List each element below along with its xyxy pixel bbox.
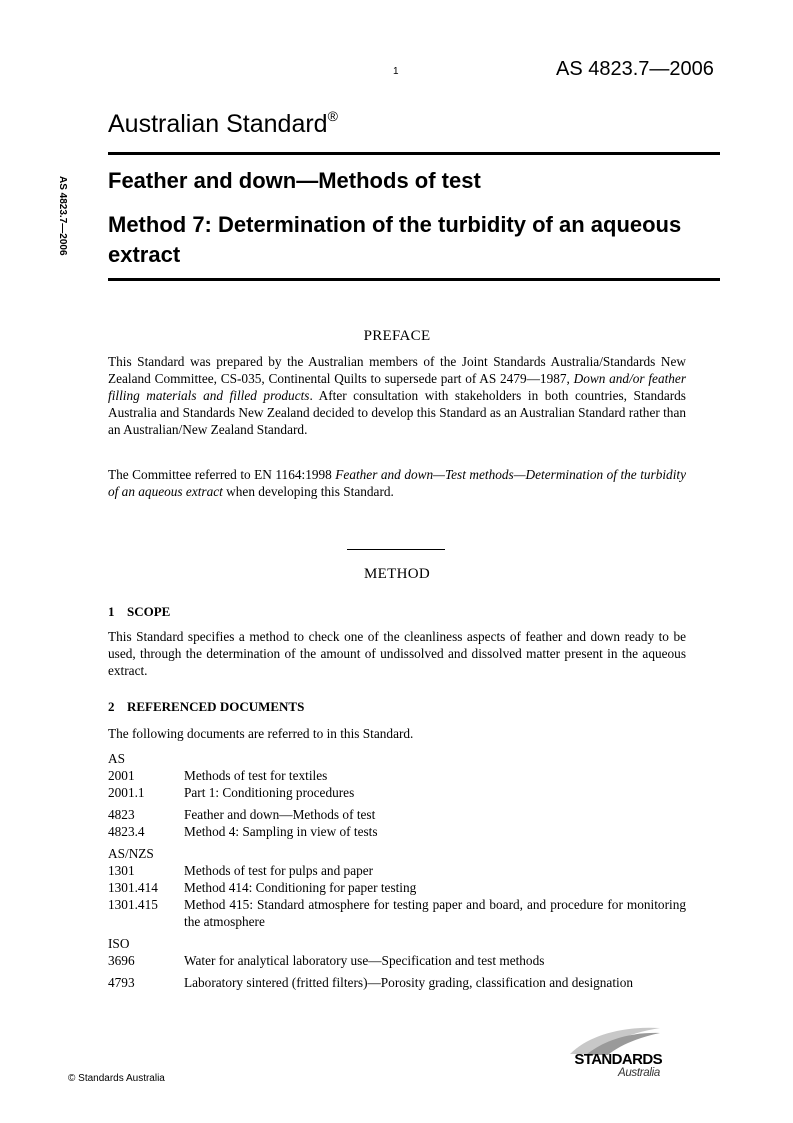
registered-mark: ® — [327, 108, 338, 124]
page-number: 1 — [393, 66, 399, 77]
method-heading: METHOD — [364, 566, 430, 582]
ref-code: 1301.414 — [108, 880, 158, 895]
ref-row — [108, 974, 686, 991]
ref-row — [108, 784, 686, 801]
ref-code: 4823 — [108, 807, 135, 822]
preface-p1-end: . After consultation with stakeholders in both countries, Standards Australia and Standards New Zealand decided to develop this Standard as an Australian Standard rather than an Australian/New Zealand Standard. — [108, 388, 686, 437]
ref-title: Method 4: Sampling in view of tests — [184, 824, 378, 839]
references-list — [108, 750, 686, 996]
section-2-number: 2 — [108, 699, 115, 714]
ref-code: 1301.415 — [108, 897, 158, 912]
ref-row — [108, 896, 686, 930]
ref-group-iso-b — [108, 974, 686, 991]
section-1-heading — [108, 604, 170, 620]
ref-title: Method 414: Conditioning for paper testing — [184, 880, 417, 895]
ref-group-as-a — [108, 767, 686, 801]
preface-p2-italic: Feather and down—Test methods—Determination of the turbidity of an aqueous extract — [108, 467, 686, 499]
preface-heading: PREFACE — [363, 328, 431, 344]
preface-p1-text: This Standard was prepared by the Australian members of the Joint Standards Australia/Standards New Zealand Committee, CS-035, Continental Quilts to supersede part of AS 2479—1987, — [108, 354, 686, 386]
series-title: Feather and down—Methods of test — [108, 168, 481, 193]
ref-group-label-as: AS — [108, 751, 125, 766]
side-document-id: AS 4823.7—2006 — [57, 176, 68, 256]
ref-title: Methods of test for textiles — [184, 768, 328, 783]
ref-title: Part 1: Conditioning procedures — [184, 785, 355, 800]
ref-code: 2001.1 — [108, 785, 145, 800]
standards-australia-logo — [556, 1024, 664, 1086]
ref-row — [108, 879, 686, 896]
ref-row — [108, 823, 686, 840]
section-2-title: REFERENCED DOCUMENTS — [127, 699, 305, 714]
standard-title — [108, 110, 338, 139]
ref-row — [108, 952, 686, 969]
ref-title: Laboratory sintered (fritted filters)—Porosity grading, classification and designation — [184, 975, 634, 990]
method-title: Method 7: Determination of the turbidity of an aqueous extract — [108, 212, 682, 267]
scope-paragraph: This Standard specifies a method to check one of the cleanliness aspects of feather and down ready to be used, through the determination of the amount of undissolved and dissolved matter present in the aqueous extract. — [108, 629, 686, 678]
section-2-heading — [108, 699, 304, 715]
logo-line-2: Australia — [617, 1067, 660, 1079]
preface-paragraph-1 — [108, 353, 686, 438]
ref-title: Water for analytical laboratory use—Specification and test methods — [184, 953, 545, 968]
ref-row — [108, 806, 686, 823]
preface-paragraph-2 — [108, 466, 686, 500]
ref-code: 2001 — [108, 768, 135, 783]
ref-group-iso-a — [108, 952, 686, 969]
ref-title: Methods of test for pulps and paper — [184, 863, 374, 878]
ref-group-label-asnzs: AS/NZS — [108, 846, 154, 861]
section-1-title: SCOPE — [127, 604, 171, 619]
ref-code: 4823.4 — [108, 824, 145, 839]
preface-p1-italic: Down and/or feather filling materials and filled products — [108, 371, 687, 403]
ref-title: Method 415: Standard atmosphere for testing paper and board, and procedure for monitoring the atmosphere — [184, 897, 686, 929]
ref-code: 4793 — [108, 975, 135, 990]
section-1-number: 1 — [108, 604, 115, 619]
title-rule-top — [108, 152, 720, 155]
copyright-footer: © Standards Australia — [68, 1073, 165, 1084]
ref-code: 3696 — [108, 953, 135, 968]
section-divider — [347, 549, 445, 550]
preface-p2-end: when developing this Standard. — [222, 484, 394, 499]
ref-group-asnzs — [108, 862, 686, 930]
title-rule-bottom — [108, 278, 720, 281]
ref-group-as-b — [108, 806, 686, 840]
logo-line-1: STANDARDS — [574, 1051, 662, 1068]
ref-code: 1301 — [108, 863, 135, 878]
ref-group-label-iso: ISO — [108, 936, 130, 951]
document-id: AS 4823.7—2006 — [556, 58, 714, 80]
ref-title: Feather and down—Methods of test — [184, 807, 376, 822]
ref-row — [108, 862, 686, 879]
preface-p2-start: The Committee referred to EN 1164:1998 — [108, 467, 336, 482]
ref-row — [108, 767, 686, 784]
references-intro: The following documents are referred to in this Standard. — [108, 726, 414, 741]
standard-title-text: Australian Standard — [108, 110, 328, 138]
